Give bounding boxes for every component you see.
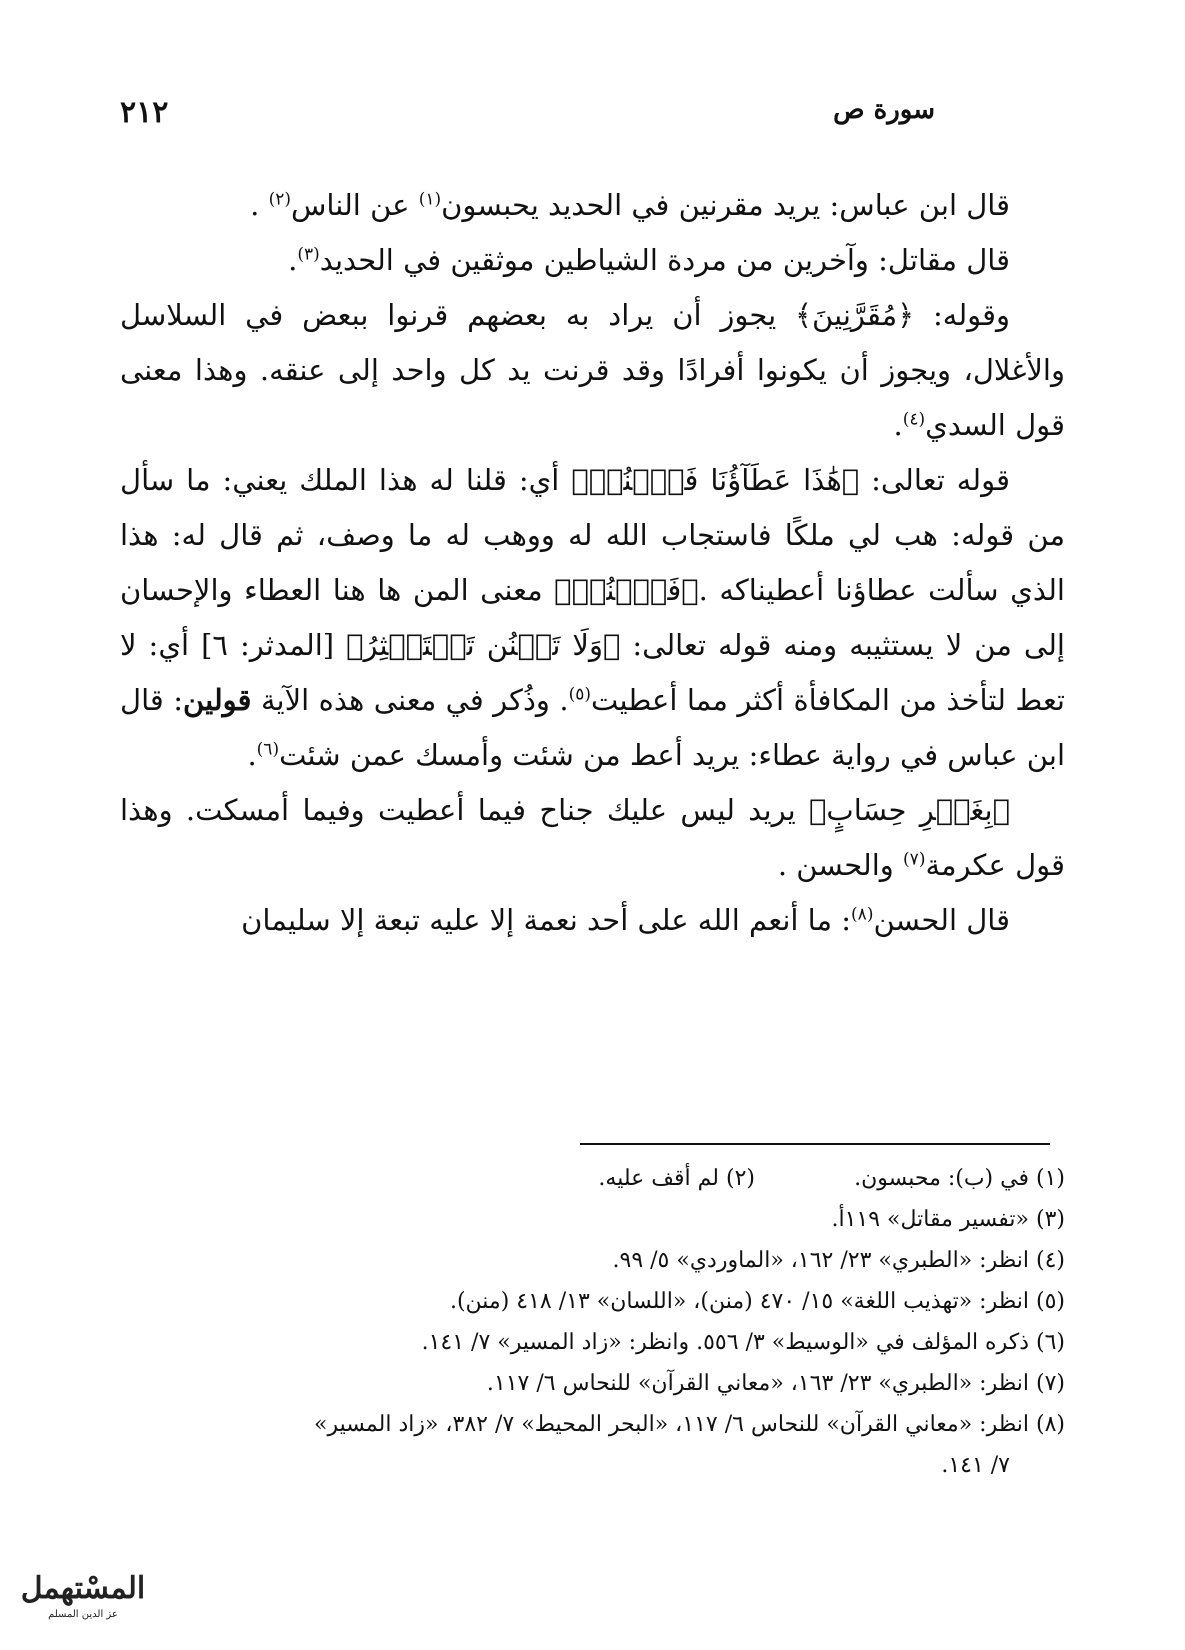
footnote-6: (٦) ذكره المؤلف في «الوسيط» ٣/ ٥٥٦. وانظر: «زاد المسير» ٧/ ١٤١.: [421, 1330, 1065, 1355]
paragraph-2: قال مقاتل: وآخرين من مردة الشياطين موثقين في الحديد$^{(٣)}$.: [288, 243, 1010, 277]
footnote-ref-2[interactable]: (٢): [268, 189, 291, 210]
footnotes: [120, 1158, 1065, 1486]
paragraph-3: وقوله: ﴿مُقَرَّنِينَ﴾ يجوز أن يراد به بعضهم قرنوا ببعض في السلاسل والأغلال، ويجوز أن يكونوا أفرادًا وقد قرنت يد كل واحد إلى عنقه. وهذا معنى قول السدي$^{(٤)}$.: [120, 298, 1065, 442]
footnote-ref-6[interactable]: (٦): [256, 739, 280, 760]
footnote-row: [120, 1158, 1065, 1199]
main-text: [120, 178, 1065, 948]
footnote-ref-1[interactable]: (١): [418, 189, 442, 210]
quran-quote: ﴿فَٱمۡنُنۡ﴾: [554, 573, 699, 607]
footnote-5: (٥) انظر: «تهذيب اللغة» ١٥/ ٤٧٠ (منن)، «اللسان» ١٣/ ٤١٨ (منن).: [449, 1289, 1065, 1314]
bold-term: قولين: [183, 683, 252, 717]
page-number: ٢١٢: [120, 95, 169, 130]
footnote-1: (١) في (ب): محبسون.: [854, 1166, 1065, 1191]
footnote-ref-5[interactable]: (٥): [568, 684, 591, 705]
paragraph-6: قال الحسن$^{(٨)}$: ما أنعم الله على أحد نعمة إلا عليه تبعة إلا سليمان: [241, 903, 1010, 937]
footnote-ref-8[interactable]: (٨): [851, 904, 874, 925]
footnote-ref-3[interactable]: (٣): [297, 244, 320, 265]
paragraph-4: قوله تعالى: ﴿هَٰذَا عَطَآؤُنَا فَٱمۡنُنۡ﴾ أي: قلنا له هذا الملك يعني: ما سأل من قوله: هب لي ملكًا فاستجاب الله له ووهب له ما وصف، ثم قال له: هذا الذي سألت عطاؤنا أعطيناكه .﴿فَٱمۡنُنۡ﴾ معنى المن ها هنا العطاء والإحسان إلى من لا يستثيبه ومنه قوله تعالى: ﴿وَلَا تَمۡنُن تَسۡتَكۡثِرُ﴾ [المدثر: ٦] أي: لا تعط لتأخذ من المكافأة أكثر مما أعطيت$^{(٥)}$. وذُكر في معنى هذه الآية قولين: قال ابن عباس في رواية عطاء: يريد أعط من شئت وأمسك عمن شئت$^{(٦)}$.: [120, 463, 1066, 772]
footnote-8-continuation: ٧/ ١٤١.: [941, 1453, 1010, 1478]
quran-quote: ﴿هَٰذَا عَطَآؤُنَا فَٱمۡنُنۡ﴾: [571, 463, 860, 497]
paragraph-5: ﴿بِغَيۡرِ حِسَابٍ﴾ يريد ليس عليك جناح فيما أعطيت وفيما أمسكت. وهذا قول عكرمة$^{(٧)}$ والحسن .: [120, 793, 1065, 882]
paragraph-1: قال ابن عباس: يريد مقرنين في الحديد يحبسون$^{(١)}$ عن الناس$^{(٢)}$ .: [250, 188, 1010, 222]
footnote-ref-7[interactable]: (٧): [903, 849, 926, 870]
footnote-separator: [580, 1143, 1050, 1145]
footnote-3: (٣) «تفسير مقاتل» ١١٩أ.: [831, 1207, 1065, 1232]
watermark-title: المسْتهمل: [20, 1571, 146, 1606]
footnote-4: (٤) انظر: «الطبري» ٢٣/ ١٦٢، «الماوردي» ٥/ ٩٩.: [612, 1248, 1065, 1273]
quran-quote: ﴿وَلَا تَمۡنُن تَسۡتَكۡثِرُ﴾: [346, 628, 621, 662]
quran-quote: ﴿بِغَيۡرِ حِسَابٍ﴾: [809, 793, 1010, 827]
quran-quote: ﴿مُقَرَّنِينَ﴾: [795, 298, 915, 332]
footnote-7: (٧) انظر: «الطبري» ٢٣/ ١٦٣، «معاني القرآن» للنحاس ٦/ ١١٧.: [486, 1371, 1065, 1396]
watermark-subtitle: عز الدين المسلم: [48, 1609, 118, 1620]
footnote-2: (٢) لم أقف عليه.: [598, 1166, 755, 1191]
surah-name: سورة ص: [833, 95, 935, 125]
page-header: [120, 95, 1065, 145]
footnote-ref-4[interactable]: (٤): [902, 409, 926, 430]
footnote-8: (٨) انظر: «معاني القرآن» للنحاس ٦/ ١١٧، «البحر المحيط» ٧/ ٣٨٢، «زاد المسير»: [314, 1412, 1065, 1437]
watermark-logo: [8, 1570, 158, 1635]
